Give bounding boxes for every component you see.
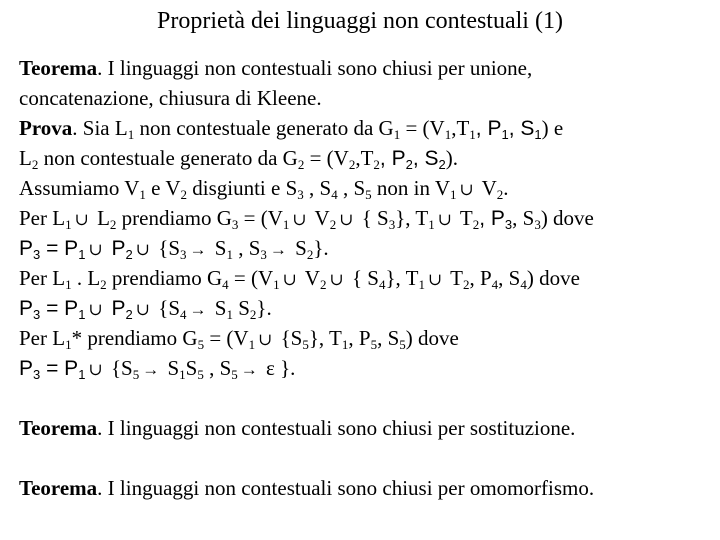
concat-line-2: $P_3 = P_1$ ∪ $P_2$ ∪ {$S_4 \to S_1$ $S_2$}.	[19, 296, 272, 322]
page-title: Proprietà dei linguaggi non contestuali (1)	[157, 8, 563, 34]
kleene-line-1: Per $L_1*$ prendiamo $G_5 = (V_1$ ∪ $\{S_5\}$, $T_1$, $P_5$, $S_5$) dove	[19, 326, 459, 352]
kleene-line-2: $P_3 = P_1$ ∪ {$S_5 \to S_1S_5$ , $S_5 \to \varepsilon$ }.	[19, 356, 296, 382]
union-line-1: Per $L_1$ ∪ $L_2$ prendiamo $G_3 = (V_1$ ∪ $V_2$ ∪ { $S_3$}, $T_1$ ∪ $T_2$, $P_3$, $S_3$) dove	[19, 206, 594, 232]
spacer	[19, 383, 709, 413]
theorem-3: Teorema. I linguaggi non contestuali sono chiusi per omomorfismo.	[19, 476, 595, 500]
arrow-symbol: →	[189, 240, 207, 259]
union-line-2: $P_3 = P_1$ ∪ $P_2$ ∪ {$S_3 \to S_1$ , $S_3 \to S_2$}.	[19, 236, 329, 262]
slide-body	[19, 53, 709, 503]
proof-line-3: Assumiamo $V_1$ e $V_2$ disgiunti e $S_3$ , $S_4$ , $S_5$ non in $V_1$ ∪ $V_2$.	[19, 176, 509, 202]
theorem-label: Teorema	[19, 56, 98, 80]
theorem-1-line-2: concatenazione, chiusura di Kleene.	[19, 86, 322, 110]
concat-line-1: Per $L_1$ . $L_2$ prendiamo $G_4 = (V_1$ ∪ $V_2$ ∪ { $S_4$}, $T_1$ ∪ $T_2$, $P_4$, $S_4$) dove	[19, 266, 580, 292]
theorem-2: Teorema. I linguaggi non contestuali sono chiusi per sostituzione.	[19, 416, 576, 440]
proof-line-1: Prova. Sia $L_1$ non contestuale generato da $G_1 = (V_1,T_1$, $P_1$, $S_1$) e	[19, 116, 564, 142]
proof-label: Prova	[19, 116, 73, 140]
proof-line-2: $L_2$ non contestuale generato da $G_2 = (V_2,T_2$, $P_2$, $S_2$).	[19, 146, 459, 172]
spacer	[19, 443, 709, 473]
union-symbol: ∪	[459, 180, 474, 199]
theorem-1-line-1: Teorema. I linguaggi non contestuali sono chiusi per unione,	[19, 56, 533, 80]
